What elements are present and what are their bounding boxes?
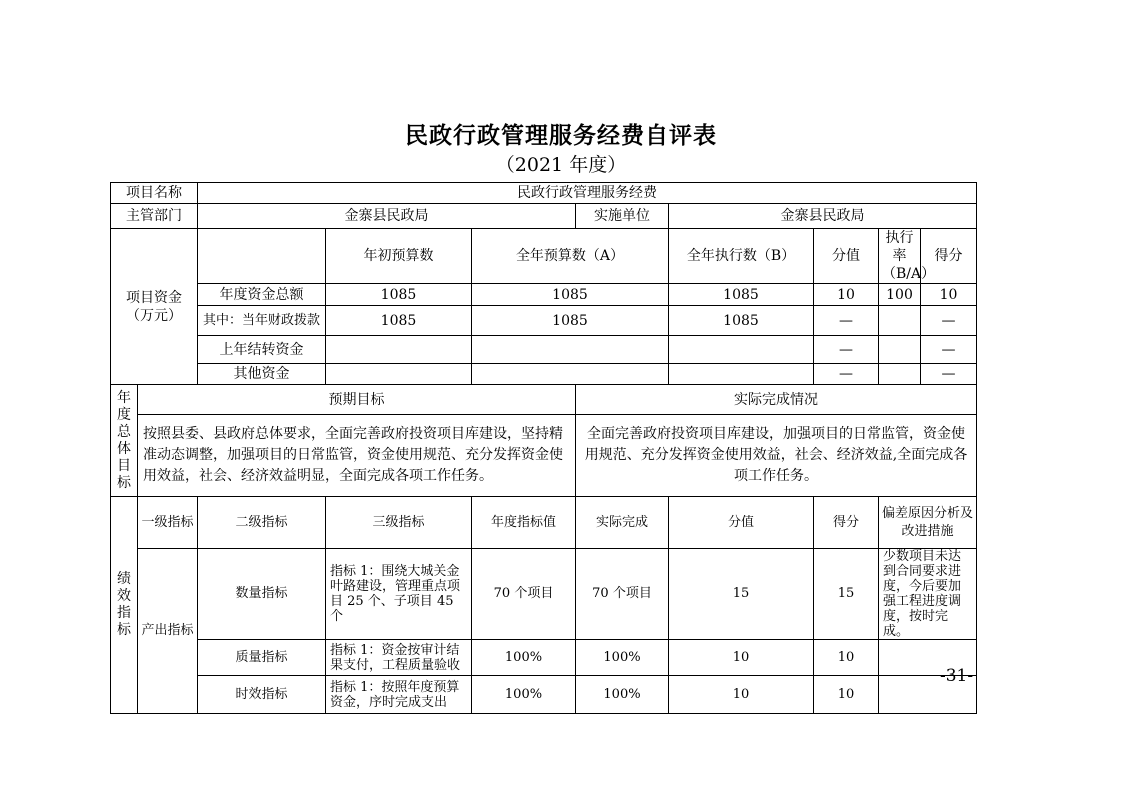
funds-label-line2: （万元）: [126, 307, 182, 324]
performance-section-label: [111, 497, 138, 714]
perf-target: 100%: [472, 676, 576, 714]
impl-label: 实施单位: [576, 204, 669, 229]
funds-header-initial: 年初预算数: [326, 229, 472, 284]
impl-value: 金寨县民政局: [669, 204, 977, 229]
evaluation-table: [110, 182, 977, 714]
funds-row-total: [111, 284, 977, 306]
perf-target: 100%: [472, 640, 576, 676]
perf-deviation: 少数项目未达到合同要求进度，今后要加强工程进度调度，按时完成。: [879, 549, 977, 640]
perf-level3: 指标 1：资金按审计结果支付，工程质量验收: [326, 640, 472, 676]
funds-row-label: 上年结转资金: [198, 336, 326, 364]
perf-level2: 数量指标: [198, 549, 326, 640]
funds-rate: [879, 364, 921, 385]
department-row: [111, 204, 977, 229]
funds-score: —: [921, 364, 977, 385]
funds-header-annual: 全年预算数（A）: [472, 229, 669, 284]
funds-row-label: 年度资金总额: [198, 284, 326, 306]
actual-goal-header: 实际完成情况: [576, 385, 977, 415]
funds-row-fiscal: [111, 306, 977, 336]
funds-annual: [472, 364, 669, 385]
perf-score: 15: [814, 549, 879, 640]
perf-row-quantity: [111, 549, 977, 640]
perf-level3: 指标 1：围绕大城关金叶路建设，管理重点项目 25 个、子项目 45 个: [326, 549, 472, 640]
perf-row-timeliness: [111, 676, 977, 714]
performance-label-text: 绩 效 指 标: [117, 571, 131, 638]
funds-rate: [879, 336, 921, 364]
funds-initial: [326, 364, 472, 385]
funds-score-value: —: [814, 364, 879, 385]
funds-score-value: —: [814, 306, 879, 336]
perf-level1-output: 产出指标: [138, 549, 198, 714]
funds-header-score-value: 分值: [814, 229, 879, 284]
perf-actual: 100%: [576, 640, 669, 676]
funds-score: —: [921, 336, 977, 364]
funds-header-row: [111, 229, 977, 284]
funds-rate: [879, 306, 921, 336]
perf-level2: 时效指标: [198, 676, 326, 714]
funds-annual: 1085: [472, 306, 669, 336]
funds-row-carryover: [111, 336, 977, 364]
perf-header-deviation: 偏差原因分析及改进措施: [879, 497, 977, 549]
perf-header-level3: 三级指标: [326, 497, 472, 549]
funds-score-value: 10: [814, 284, 879, 306]
funds-annual: 1085: [472, 284, 669, 306]
perf-actual: 70 个项目: [576, 549, 669, 640]
goals-header-row: [111, 385, 977, 415]
perf-row-quality: [111, 640, 977, 676]
goals-section-label: [111, 385, 138, 497]
performance-header-row: [111, 497, 977, 549]
funds-executed: [669, 336, 814, 364]
funds-annual: [472, 336, 669, 364]
perf-level3: 指标 1：按照年度预算资金，序时完成支出: [326, 676, 472, 714]
perf-score-value: 10: [669, 676, 814, 714]
funds-initial: [326, 336, 472, 364]
perf-target: 70 个项目: [472, 549, 576, 640]
funds-executed: 1085: [669, 284, 814, 306]
perf-score-value: 15: [669, 549, 814, 640]
perf-header-level2: 二级指标: [198, 497, 326, 549]
goals-label-text: 年 度 总 体 目 标: [117, 389, 131, 491]
perf-header-score-value: 分值: [669, 497, 814, 549]
dept-value: 金寨县民政局: [198, 204, 576, 229]
funds-score: 10: [921, 284, 977, 306]
funds-executed: [669, 364, 814, 385]
funds-header-score: 得分: [921, 229, 977, 284]
perf-score: 10: [814, 676, 879, 714]
expected-goal-text: 按照县委、县政府总体要求，全面完善政府投资项目库建设，坚持精准动态调整，加强项目的日常监管，资金使用规范、充分发挥资金使用效益，社会、经济效益明显，全面完成各项工作任务。: [138, 415, 576, 497]
project-name-value: 民政行政管理服务经费: [198, 183, 977, 204]
funds-row-label: 其他资金: [198, 364, 326, 385]
goals-content-row: [111, 415, 977, 497]
perf-actual: 100%: [576, 676, 669, 714]
funds-row-other: [111, 364, 977, 385]
funds-executed: 1085: [669, 306, 814, 336]
funds-initial: 1085: [326, 306, 472, 336]
funds-section-label: [111, 229, 198, 385]
funds-row-label: 其中：当年财政拨款: [198, 306, 326, 336]
funds-label-line1: 项目资金: [126, 289, 182, 306]
perf-score-value: 10: [669, 640, 814, 676]
funds-rate: 100: [879, 284, 921, 306]
funds-header-blank: [198, 229, 326, 284]
page-title: 民政行政管理服务经费自评表: [405, 122, 717, 149]
perf-score: 10: [814, 640, 879, 676]
page-number: -31-: [940, 666, 974, 686]
funds-score: —: [921, 306, 977, 336]
page-subtitle: （2021 年度）: [495, 154, 627, 176]
perf-header-actual: 实际完成: [576, 497, 669, 549]
funds-header-executed: 全年执行数（B）: [669, 229, 814, 284]
perf-header-target: 年度指标值: [472, 497, 576, 549]
perf-level2: 质量指标: [198, 640, 326, 676]
project-name-row: [111, 183, 977, 204]
perf-header-level1: 一级指标: [138, 497, 198, 549]
project-name-label: 项目名称: [111, 183, 198, 204]
expected-goal-header: 预期目标: [138, 385, 576, 415]
perf-header-score: 得分: [814, 497, 879, 549]
funds-score-value: —: [814, 336, 879, 364]
funds-initial: 1085: [326, 284, 472, 306]
dept-label: 主管部门: [111, 204, 198, 229]
actual-goal-text: 全面完善政府投资项目库建设，加强项目的日常监管，资金使用规范、充分发挥资金使用效益，社会、经济效益,全面完成各项工作任务。: [576, 415, 977, 497]
funds-header-rate: 执行率（B/A）: [879, 229, 921, 284]
